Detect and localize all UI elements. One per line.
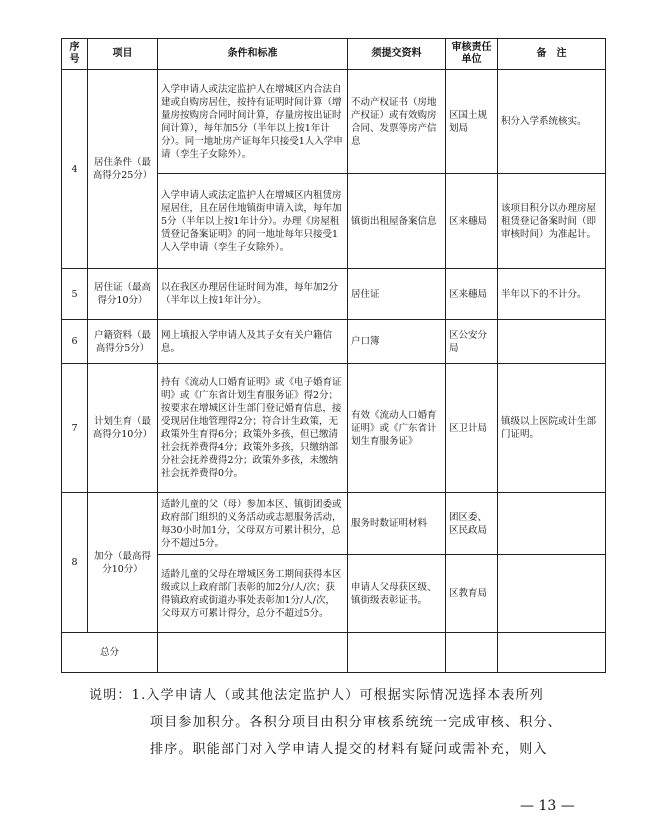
row-remark xyxy=(498,555,606,633)
note-line-2: 项目参加积分。各积分项目由积分审核系统统一完成审核、积分、 xyxy=(150,715,562,730)
total-remark xyxy=(498,633,606,673)
row-condition: 网上填报入学申请人及其子女有关户籍信息。 xyxy=(158,320,348,364)
header-dept: 审核责任单位 xyxy=(446,39,498,70)
total-materials xyxy=(348,633,446,673)
row-no: 6 xyxy=(62,320,88,364)
table-row xyxy=(62,320,606,364)
table-row xyxy=(62,269,606,320)
row-condition: 入学申请人或法定监护人在增城区内合法自建或自购房居住，按持有证明时间计算（增量房按购房合同时间计算，存量房按出证时间计算），每年加5分（半年以上按1年计分）。同一地址房产证每年只接受1人入学申请（孪生子女除外）。 xyxy=(158,70,348,174)
row-item: 户籍资料（最高得分5分） xyxy=(88,320,158,364)
row-dept: 区国土规划局 xyxy=(446,70,498,174)
row-remark: 镇级以上医院或计生部门证明。 xyxy=(498,364,606,493)
row-remark: 该项目积分以办理房屋租赁登记备案时间（即审核时间）为准起计。 xyxy=(498,174,606,269)
header-row xyxy=(62,39,606,70)
row-dept: 团区委、区民政局 xyxy=(446,493,498,555)
row-materials: 居住证 xyxy=(348,269,446,320)
row-no: 8 xyxy=(62,493,88,633)
table-row xyxy=(62,70,606,174)
row-materials: 不动产权证书（房地产权证）或有效购房合同、发票等房产信息 xyxy=(348,70,446,174)
row-item: 居住条件（最高得分25分） xyxy=(88,70,158,269)
header-condition: 条件和标准 xyxy=(158,39,348,70)
table-row xyxy=(62,364,606,493)
total-row xyxy=(62,633,606,673)
row-dept: 区卫计局 xyxy=(446,364,498,493)
row-dept: 区来穗局 xyxy=(446,174,498,269)
header-materials: 须提交资料 xyxy=(348,39,446,70)
page-number: — 13 — xyxy=(520,798,575,814)
row-remark: 积分入学系统核实。 xyxy=(498,70,606,174)
header-no: 序号 xyxy=(62,39,88,70)
total-label: 总分 xyxy=(62,633,158,673)
row-dept: 区来穗局 xyxy=(446,269,498,320)
row-remark xyxy=(498,493,606,555)
row-materials: 申请人父母获区级、镇街级表彰证书。 xyxy=(348,555,446,633)
row-no: 5 xyxy=(62,269,88,320)
row-materials: 服务时数证明材料 xyxy=(348,493,446,555)
row-item: 居住证（最高得分10分） xyxy=(88,269,158,320)
row-item: 加分（最高得分10分） xyxy=(88,493,158,633)
row-condition: 适龄儿童的父（母）参加本区、镇街团委或政府部门组织的义务活动或志愿服务活动，每30小时加1分，父母双方可累计积分，总分不超过5分。 xyxy=(158,493,348,555)
row-item: 计划生育（最高得分10分） xyxy=(88,364,158,493)
note-line-1: 说明：1.入学申请人（或其他法定监护人）可根据实际情况选择本表所列 xyxy=(89,688,545,703)
row-remark: 半年以下的不计分。 xyxy=(498,269,606,320)
row-dept: 区公安分局 xyxy=(446,320,498,364)
row-condition: 适龄儿童的父母在增城区务工期间获得本区级或以上政府部门表彰的加2分/人/次；获得镇政府或街道办事处表彰加1分/人/次，父母双方可累计得分，总分不超过5分。 xyxy=(158,555,348,633)
row-condition: 入学申请人或法定监护人在增城区内租赁房屋居住，且在居住地镇街申请入读，每年加5分（半年以上按1年计分）。办理《房屋租赁登记备案证明》的同一地址每年只接受1人入学申请（孪生子女除外）。 xyxy=(158,174,348,269)
header-item: 项目 xyxy=(88,39,158,70)
row-no: 7 xyxy=(62,364,88,493)
row-materials: 镇街出租屋备案信息 xyxy=(348,174,446,269)
total-condition xyxy=(158,633,348,673)
points-table xyxy=(61,38,606,673)
row-materials: 有效《流动人口婚育证明》或《广东省计划生育服务证》 xyxy=(348,364,446,493)
row-materials: 户口簿 xyxy=(348,320,446,364)
row-condition: 以在我区办理居住证时间为准，每年加2分（半年以上按1年计分）。 xyxy=(158,269,348,320)
row-no: 4 xyxy=(62,70,88,269)
row-dept: 区教育局 xyxy=(446,555,498,633)
note-line-3: 排序。职能部门对入学申请人提交的材料有疑问或需补充，则入 xyxy=(150,742,548,757)
row-condition: 持有《流动人口婚育证明》或《电子婚育证明》或《广东省计划生育服务证》得2分；按要求在增城区计生部门登记婚育信息，接受现居住地管理得2分；符合计生政策，无政策外生育得6分；政策外多孩，但已缴清社会抚养费得4分；政策外多孩，只缴纳部分社会抚养费得2分；政策外多孩，未缴纳社会抚养费得0分。 xyxy=(158,364,348,493)
total-dept xyxy=(446,633,498,673)
row-remark xyxy=(498,320,606,364)
header-remark: 备 注 xyxy=(498,39,606,70)
table-row xyxy=(62,493,606,555)
